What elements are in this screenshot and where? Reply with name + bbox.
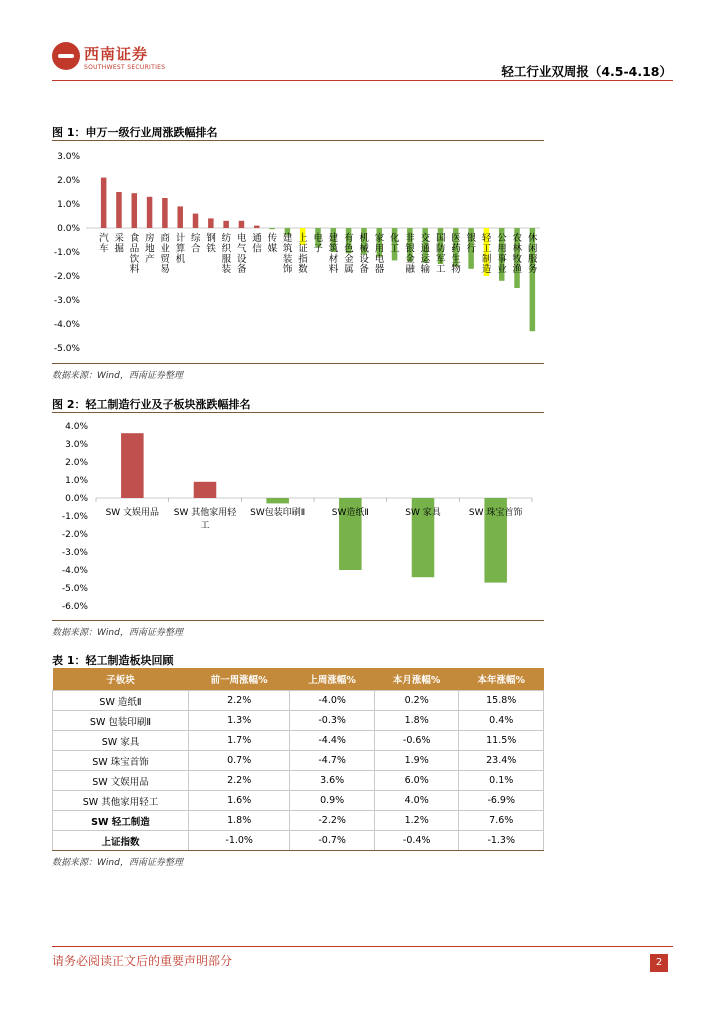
y-tick-label: 1.0% [65,476,88,486]
y-tick-label: 3.0% [65,440,88,450]
y-tick-label: 1.0% [57,200,80,210]
table-cell: 1.7% [188,731,289,751]
y-tick-label: 4.0% [65,422,88,432]
table-cell: 1.8% [374,711,459,731]
table-header-cell: 本年涨幅% [459,668,544,691]
table-row [53,771,544,791]
bar [121,433,144,498]
category-label: 计算机 [175,233,186,265]
table-cell: 1.6% [188,791,289,811]
table-cell: 上证指数 [53,831,189,851]
bar [147,197,153,228]
figure1-bottom-rule [52,363,544,364]
bar [266,498,289,503]
y-tick-label: -4.0% [53,320,80,330]
table-cell: 11.5% [459,731,544,751]
footer-disclaimer: 请务必阅读正文后的重要声明部分 [52,954,233,968]
category-label: 综合 [191,233,201,255]
y-tick-label: -2.0% [61,530,88,540]
y-tick-label: -3.0% [61,548,88,558]
table-cell: 15.8% [459,691,544,711]
logo-text-en: SOUTHWEST SECURITIES [84,64,166,71]
table-cell: 1.9% [374,751,459,771]
table-row [53,751,544,771]
bar [101,178,107,228]
table-header-cell: 子板块 [53,668,189,691]
table1-caption: 表 1：轻工制造板块回顾 [52,654,174,667]
category-label: 银行 [466,233,477,255]
y-tick-label: 0.0% [65,494,88,504]
table-cell: 0.9% [290,791,375,811]
table-cell: 0.7% [188,751,289,771]
table-cell: -0.6% [374,731,459,751]
table-cell: 0.4% [459,711,544,731]
table-cell: 1.3% [188,711,289,731]
y-tick-label: -6.0% [61,602,88,612]
table-row [53,811,544,831]
footer-divider [52,946,673,947]
figure2-top-rule [52,412,544,413]
category-label: 电气设备 [236,233,247,276]
table-header-cell: 前一周涨幅% [188,668,289,691]
category-label: 休闲服务 [527,233,538,276]
table-cell: 6.0% [374,771,459,791]
logo-mark-icon [52,42,80,70]
table-cell: SW 造纸Ⅱ [53,691,189,711]
table-cell: -0.3% [290,711,375,731]
y-tick-label: -5.0% [53,344,80,354]
table-row [53,711,544,731]
category-label: 机械设备 [359,233,369,276]
table-cell: -4.7% [290,751,375,771]
category-label: 上证指数 [298,233,308,276]
industry-ranking-chart [52,142,544,362]
category-label: SW 文娱用品 [105,508,160,518]
table-cell: -4.0% [290,691,375,711]
bar [239,221,245,228]
category-label: 汽车 [99,233,109,255]
table-cell: 0.2% [374,691,459,711]
y-tick-label: -5.0% [61,584,88,594]
table-cell: 7.6% [459,811,544,831]
table-row [53,791,544,811]
subsector-ranking-chart [52,414,544,620]
table-cell: 2.2% [188,691,289,711]
category-label: SW 家具 [405,508,441,518]
category-label: 建筑装饰 [282,233,293,276]
y-tick-label: 2.0% [57,176,80,186]
bar [116,192,122,228]
category-label: 有色金属 [344,233,354,276]
table1-bottom-rule [52,850,544,851]
category-label: SW包装印刷Ⅱ [250,508,306,518]
bar [194,482,217,498]
table-cell: SW 包装印刷Ⅱ [53,711,189,731]
category-label: 传媒 [267,233,278,255]
table-row [53,691,544,711]
category-label: 钢铁 [206,233,216,255]
table-cell: -1.3% [459,831,544,851]
category-label: 建筑材料 [328,233,339,276]
table-header-cell: 上周涨幅% [290,668,375,691]
page-number: 2 [650,954,668,972]
table-cell: 23.4% [459,751,544,771]
bar [269,228,275,229]
category-label: 非银金融 [405,233,415,276]
figure2-caption: 图 2：轻工制造行业及子板块涨跌幅排名 [52,398,251,411]
figure1-top-rule [52,140,544,141]
bar [177,206,183,228]
table1-source: 数据来源：Wind，西南证券整理 [52,858,183,868]
table-header-row [53,668,544,691]
table-cell: SW 其他家用轻工 [53,791,189,811]
y-tick-label: -1.0% [61,512,88,522]
table-row [53,731,544,751]
table-cell: SW 家具 [53,731,189,751]
bar [132,193,138,228]
table-cell: 1.8% [188,811,289,831]
category-label: 商业贸易 [160,233,170,276]
bar [223,221,229,228]
table-cell: -4.4% [290,731,375,751]
y-tick-label: 3.0% [57,152,80,162]
table-row [53,831,544,851]
category-label: 电子 [313,233,324,255]
category-label: SW 珠宝首饰 [468,508,523,518]
brand-logo [52,42,192,76]
report-title: 轻工行业双周报（4.5-4.18） [501,64,672,79]
category-label: 医药生物 [451,233,461,276]
category-label: SW 其他家用轻工 [173,508,237,531]
y-tick-label: 2.0% [65,458,88,468]
category-label: 食品饮料 [129,233,140,276]
logo-text-cn: 西南证券 [84,45,149,63]
table-cell: 2.2% [188,771,289,791]
table-cell: 4.0% [374,791,459,811]
table-cell: -0.4% [374,831,459,851]
figure1-source: 数据来源：Wind，西南证券整理 [52,371,183,381]
figure1-caption: 图 1：申万一级行业周涨跌幅排名 [52,126,218,139]
category-label: SW造纸Ⅱ [331,508,369,518]
category-label: 公用事业 [497,233,507,276]
table-cell: -2.2% [290,811,375,831]
category-label: 交通运输 [420,233,431,276]
y-tick-label: -1.0% [53,248,80,258]
y-tick-label: -4.0% [61,566,88,576]
category-label: 采掘 [114,233,124,255]
table-header-cell: 本月涨幅% [374,668,459,691]
figure2-source: 数据来源：Wind，西南证券整理 [52,628,183,638]
y-tick-label: 0.0% [57,224,80,234]
table-cell: -1.0% [188,831,289,851]
y-tick-label: -3.0% [53,296,80,306]
table-cell: 1.2% [374,811,459,831]
category-label: 农林牧渔 [512,233,523,276]
table-cell: SW 文娱用品 [53,771,189,791]
category-label: 家用电器 [374,233,385,276]
bar [162,198,168,228]
category-label: 房地产 [145,233,155,265]
table-cell: 0.1% [459,771,544,791]
category-label: 化工 [390,233,400,255]
category-label: 轻工制造 [481,233,492,276]
table-cell: SW 珠宝首饰 [53,751,189,771]
bar [254,226,260,228]
header-divider [52,80,673,81]
sector-review-table [52,668,544,851]
bar [208,218,214,228]
table-cell: -6.9% [459,791,544,811]
y-tick-label: -2.0% [53,272,80,282]
table-cell: -0.7% [290,831,375,851]
bar [193,214,199,228]
figure2-bottom-rule [52,620,544,621]
category-label: 纺织服装 [221,233,232,276]
category-label: 国防军工 [435,233,446,276]
category-label: 通信 [252,233,262,255]
table-cell: SW 轻工制造 [53,811,189,831]
table-cell: 3.6% [290,771,375,791]
